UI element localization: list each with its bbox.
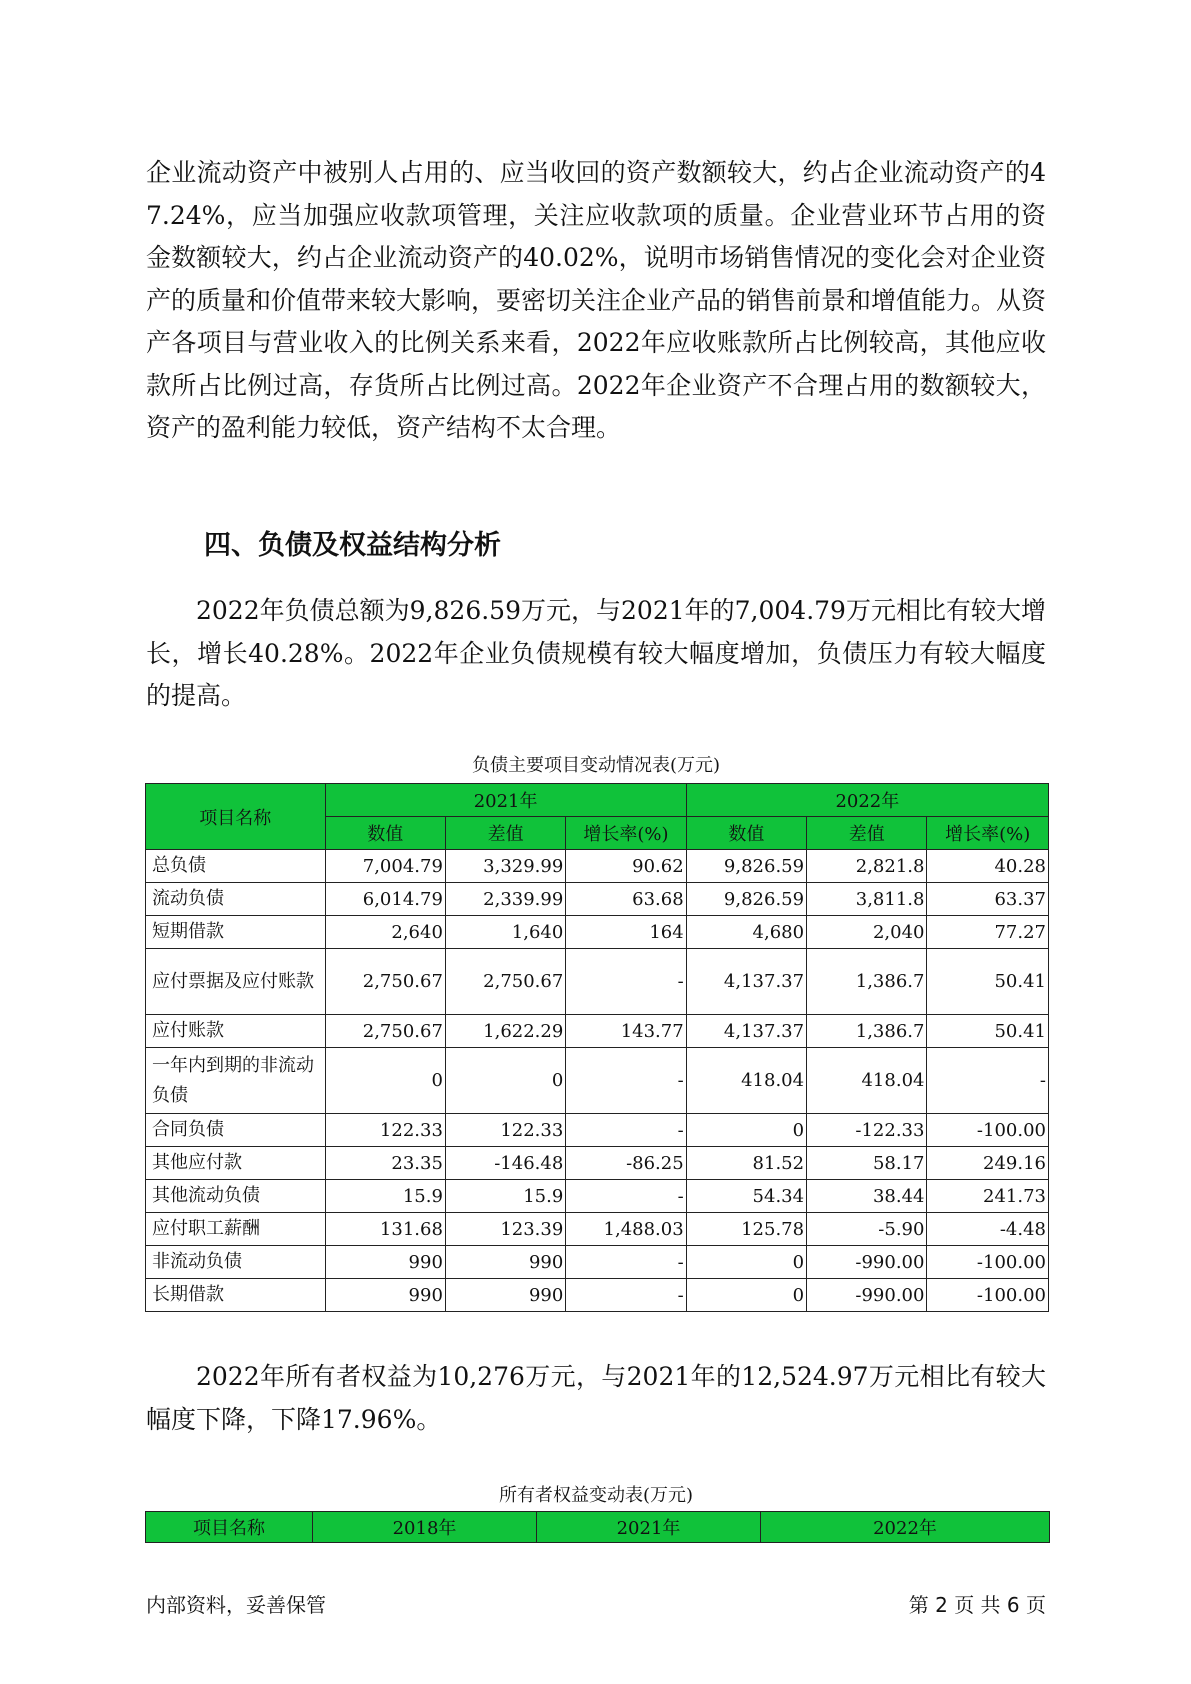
table-cell: 15.9 (325, 1180, 445, 1213)
table-cell: 990 (325, 1279, 445, 1312)
table-row (146, 1147, 1049, 1180)
table-cell: 77.27 (927, 916, 1049, 949)
table-cell: 418.04 (686, 1048, 806, 1114)
table-cell: - (566, 949, 686, 1015)
table-cell: 7,004.79 (325, 850, 445, 883)
table-cell: 54.34 (686, 1180, 806, 1213)
table-cell: -100.00 (927, 1114, 1049, 1147)
row-item-name: 应付账款 (146, 1015, 326, 1048)
table-cell: -100.00 (927, 1279, 1049, 1312)
row-item-name: 其他应付款 (146, 1147, 326, 1180)
table-cell: -146.48 (445, 1147, 565, 1180)
table-cell: 1,488.03 (566, 1213, 686, 1246)
table-cell: 1,386.7 (807, 1015, 927, 1048)
table-cell: 122.33 (325, 1114, 445, 1147)
table-cell: 2,750.67 (325, 1015, 445, 1048)
table-cell: 122.33 (445, 1114, 565, 1147)
row-item-name: 非流动负债 (146, 1246, 326, 1279)
table-row (146, 1114, 1049, 1147)
table-cell: - (566, 1246, 686, 1279)
table-cell: 0 (686, 1114, 806, 1147)
header-diff: 差值 (445, 817, 565, 850)
equity-table-caption: 所有者权益变动表(万元) (498, 1485, 694, 1506)
table-cell: - (566, 1114, 686, 1147)
table-cell: 50.41 (927, 1015, 1049, 1048)
table-cell: 23.35 (325, 1147, 445, 1180)
table-cell: - (566, 1180, 686, 1213)
table-cell: 58.17 (807, 1147, 927, 1180)
table-cell: -4.48 (927, 1213, 1049, 1246)
liability-table (145, 783, 1049, 1312)
row-item-name: 总负债 (146, 850, 326, 883)
row-item-name: 应付票据及应付账款 (146, 949, 326, 1015)
table-cell: 2,339.99 (445, 883, 565, 916)
header-year-2022: 2022年 (761, 1512, 1050, 1543)
header-year-2018: 2018年 (313, 1512, 537, 1543)
row-item-name: 流动负债 (146, 883, 326, 916)
section-heading: 四、负债及权益结构分析 (204, 530, 501, 561)
table-cell: 164 (566, 916, 686, 949)
table-cell: -990.00 (807, 1246, 927, 1279)
table-row (146, 883, 1049, 916)
table-cell: 143.77 (566, 1015, 686, 1048)
table-cell: 1,386.7 (807, 949, 927, 1015)
row-item-name: 一年内到期的非流动负债 (146, 1048, 326, 1114)
liability-table-caption: 负债主要项目变动情况表(万元) (471, 755, 721, 776)
table-cell: 0 (325, 1048, 445, 1114)
paragraph-asset-analysis: 企业流动资产中被别人占用的、应当收回的资产数额较大，约占企业流动资产的47.24%，应当加强应收款项管理，关注应收款项的质量。企业营业环节占用的资金数额较大，约占企业流动资产的40.02%，说明市场销售情况的变化会对企业资产的质量和价值带来较大影响，要密切关注企业产品的销售前景和增值能力。从资产各项目与营业收入的比例关系来看，2022年应收账款所占比例较高，其他应收款所占比例过高，存货所占比例过高。2022年企业资产不合理占用的数额较大，资产的盈利能力较低，资产结构不太合理。 (146, 158, 1047, 442)
table-cell: 249.16 (927, 1147, 1049, 1180)
equity-table (145, 1511, 1050, 1543)
header-year-2021: 2021年 (325, 784, 686, 817)
table-cell: - (566, 1048, 686, 1114)
header-growth: 增长率(%) (566, 817, 686, 850)
table-cell: 9,826.59 (686, 850, 806, 883)
table-cell: 2,640 (325, 916, 445, 949)
header-year-2021: 2021年 (537, 1512, 761, 1543)
table-cell: 4,137.37 (686, 1015, 806, 1048)
row-item-name: 短期借款 (146, 916, 326, 949)
table-cell: 63.68 (566, 883, 686, 916)
table-cell: 50.41 (927, 949, 1049, 1015)
table-row (146, 850, 1049, 883)
table-cell: -5.90 (807, 1213, 927, 1246)
paragraph-equity-summary: 2022年所有者权益为10,276万元，与2021年的12,524.97万元相比有较大幅度下降，下降17.96%。 (146, 1362, 1046, 1434)
table-row (146, 1246, 1049, 1279)
table-cell: 40.28 (927, 850, 1049, 883)
table-cell: 123.39 (445, 1213, 565, 1246)
header-year-2022: 2022年 (686, 784, 1048, 817)
table-cell: 0 (686, 1279, 806, 1312)
table-cell: 990 (325, 1246, 445, 1279)
row-item-name: 其他流动负债 (146, 1180, 326, 1213)
table-cell: 125.78 (686, 1213, 806, 1246)
table-cell: 38.44 (807, 1180, 927, 1213)
table-cell: 15.9 (445, 1180, 565, 1213)
header-item-name: 项目名称 (146, 1512, 313, 1543)
table-cell: - (927, 1048, 1049, 1114)
table-cell: 0 (686, 1246, 806, 1279)
table-cell: 4,137.37 (686, 949, 806, 1015)
header-item-name: 项目名称 (146, 784, 326, 850)
table-cell: 9,826.59 (686, 883, 806, 916)
table-row (146, 1015, 1049, 1048)
paragraph-liability-summary: 2022年负债总额为9,826.59万元，与2021年的7,004.79万元相比有较大增长，增长40.28%。2022年企业负债规模有较大幅度增加，负债压力有较大幅度的提高。 (146, 596, 1046, 710)
table-cell: -990.00 (807, 1279, 927, 1312)
table-cell: 2,821.8 (807, 850, 927, 883)
row-item-name: 长期借款 (146, 1279, 326, 1312)
table-row (146, 916, 1049, 949)
table-cell: - (566, 1279, 686, 1312)
row-item-name: 合同负债 (146, 1114, 326, 1147)
table-cell: 90.62 (566, 850, 686, 883)
table-cell: 241.73 (927, 1180, 1049, 1213)
table-cell: 2,040 (807, 916, 927, 949)
table-cell: 4,680 (686, 916, 806, 949)
header-value: 数值 (325, 817, 445, 850)
table-cell: 63.37 (927, 883, 1049, 916)
row-item-name: 应付职工薪酬 (146, 1213, 326, 1246)
table-cell: 131.68 (325, 1213, 445, 1246)
table-cell: 990 (445, 1246, 565, 1279)
table-cell: 3,329.99 (445, 850, 565, 883)
table-cell: 0 (445, 1048, 565, 1114)
header-growth: 增长率(%) (927, 817, 1049, 850)
table-row (146, 1279, 1049, 1312)
table-cell: 990 (445, 1279, 565, 1312)
table-cell: -122.33 (807, 1114, 927, 1147)
table-row (146, 949, 1049, 1015)
table-cell: 418.04 (807, 1048, 927, 1114)
footer-confidential-note: 内部资料，妥善保管 (146, 1593, 326, 1617)
table-cell: 1,640 (445, 916, 565, 949)
header-diff: 差值 (807, 817, 927, 850)
table-cell: 3,811.8 (807, 883, 927, 916)
table-cell: -86.25 (566, 1147, 686, 1180)
header-value: 数值 (686, 817, 806, 850)
table-row (146, 1048, 1049, 1114)
table-cell: -100.00 (927, 1246, 1049, 1279)
table-row (146, 1213, 1049, 1246)
table-row (146, 1180, 1049, 1213)
table-cell: 2,750.67 (325, 949, 445, 1015)
table-cell: 1,622.29 (445, 1015, 565, 1048)
table-cell: 81.52 (686, 1147, 806, 1180)
footer-page-number: 第 2 页 共 6 页 (908, 1593, 1046, 1617)
table-cell: 6,014.79 (325, 883, 445, 916)
table-cell: 2,750.67 (445, 949, 565, 1015)
